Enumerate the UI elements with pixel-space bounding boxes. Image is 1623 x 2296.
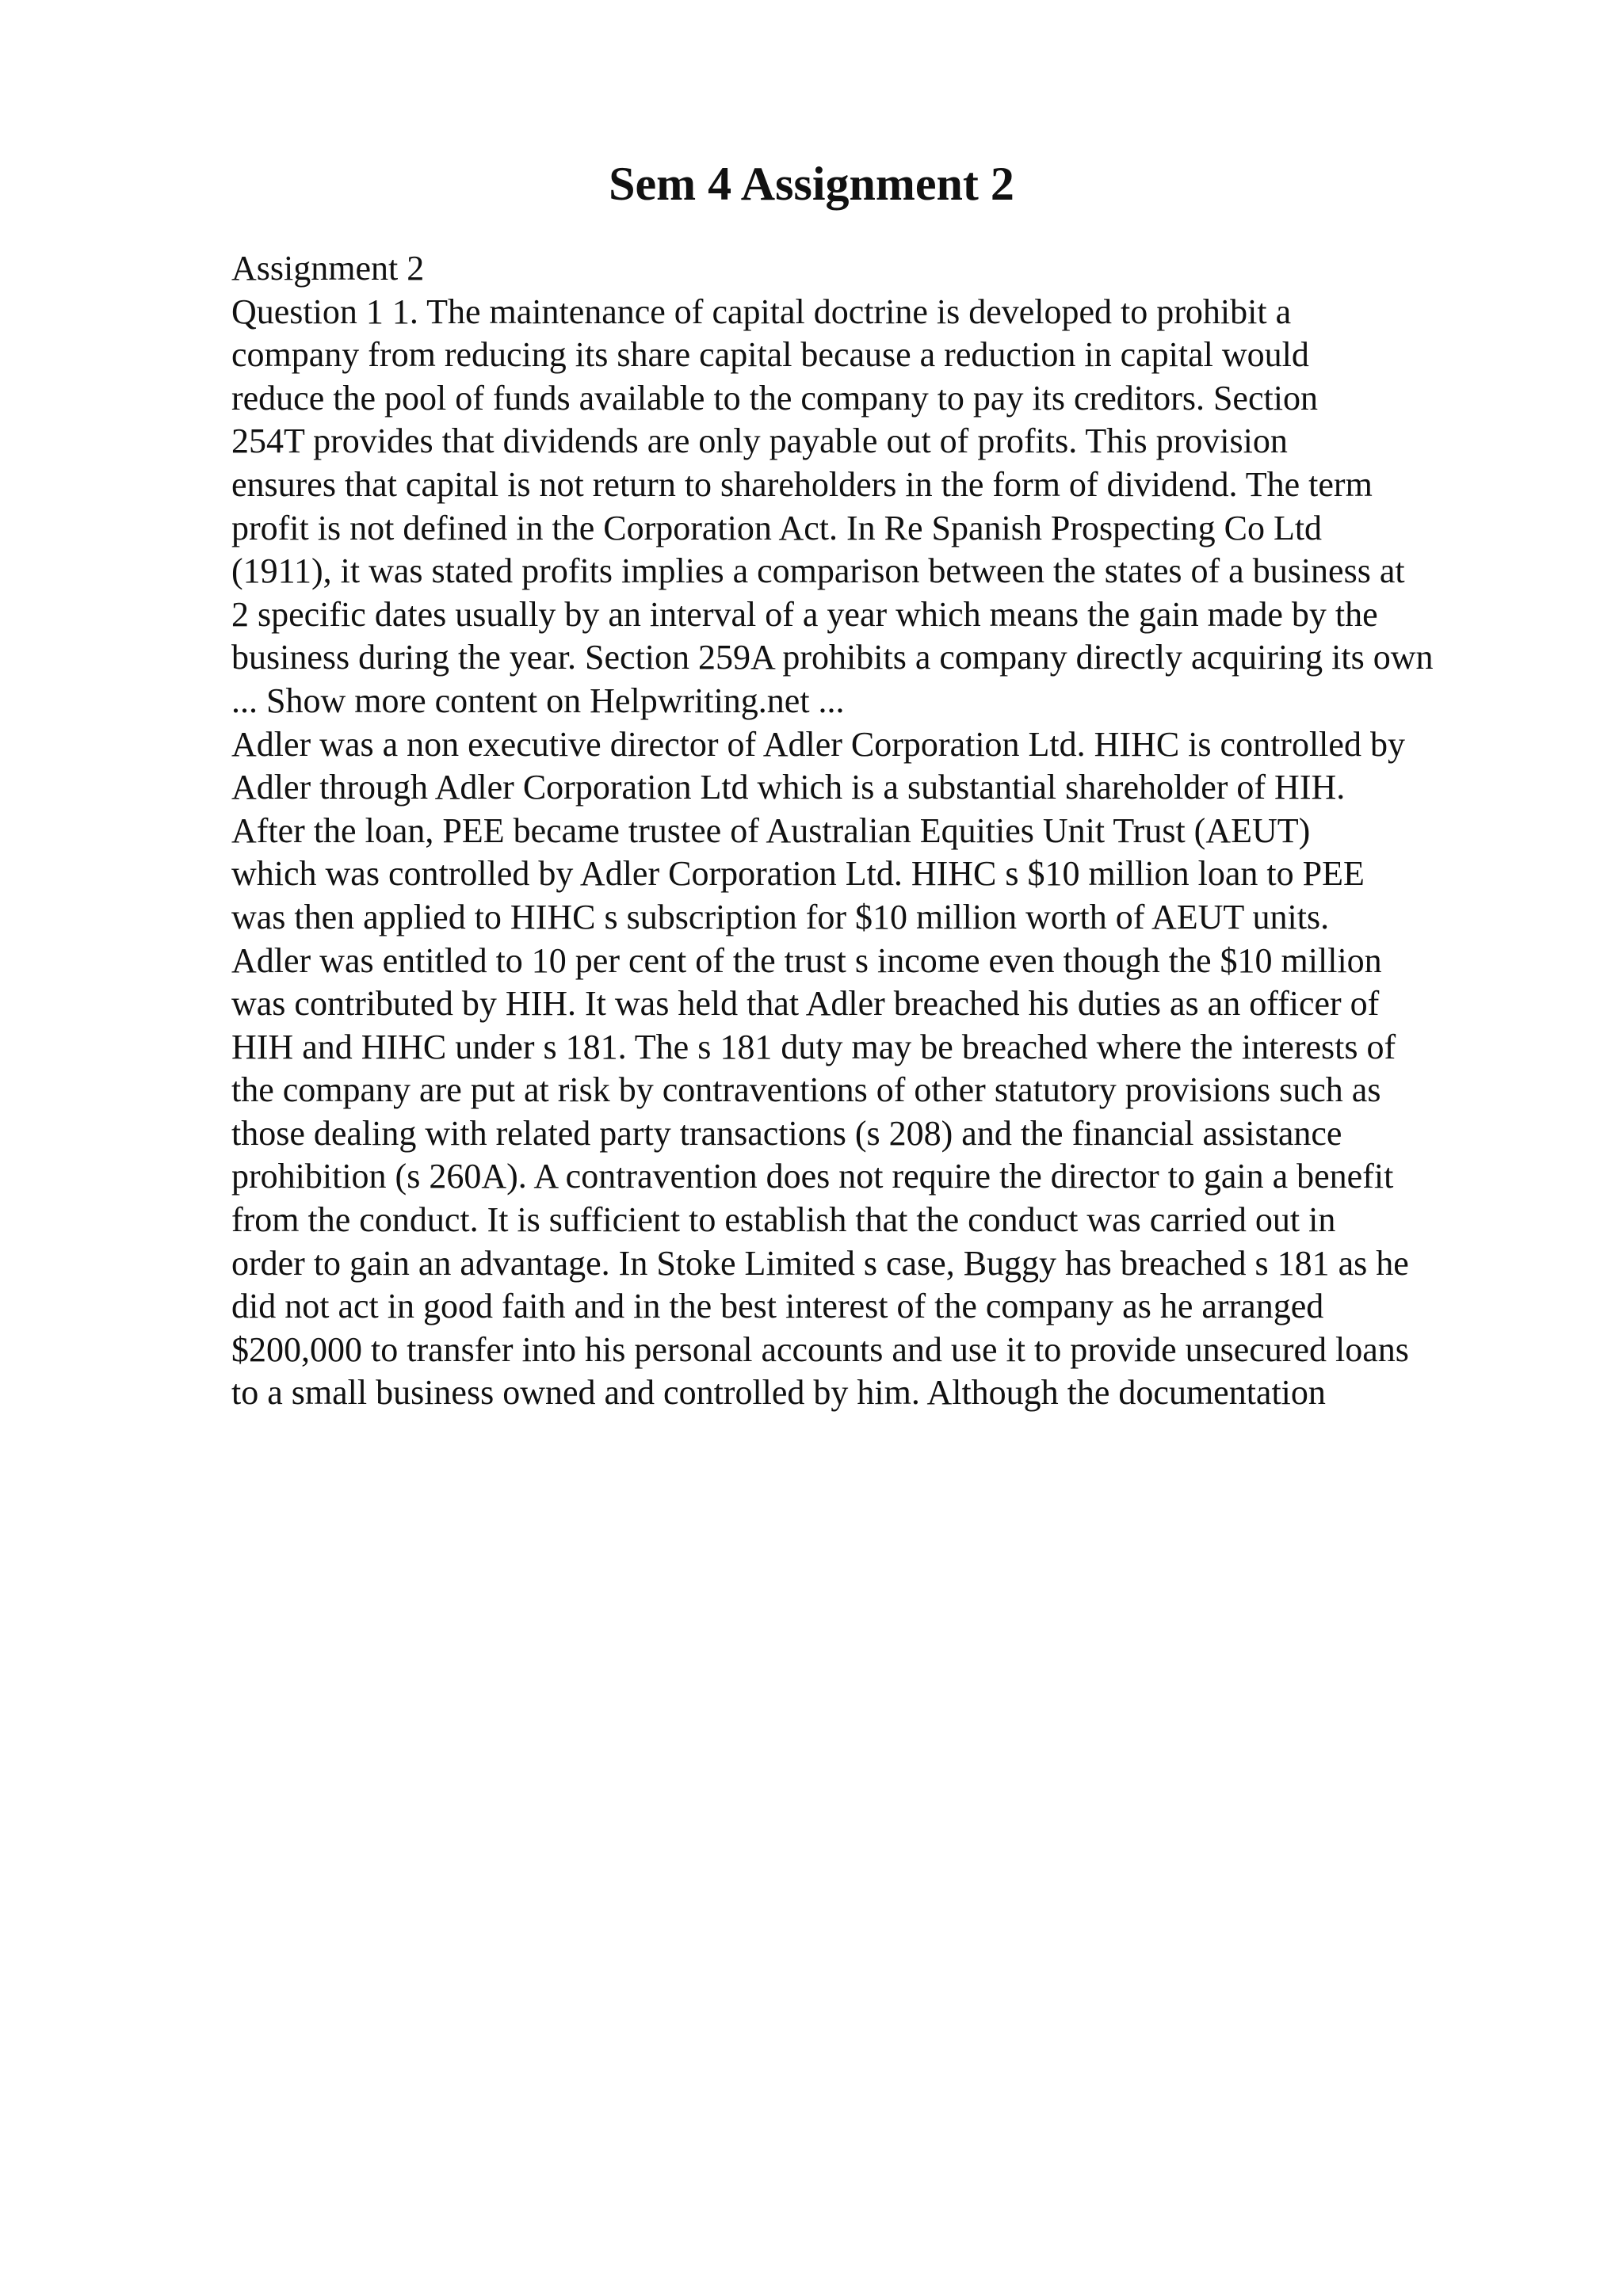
body-line: order to gain an advantage. In Stoke Limited s case, Buggy has breached s 181 as he xyxy=(231,1243,1409,1283)
body-line: Adler was a non executive director of Adler Corporation Ltd. HIHC is controlled by xyxy=(231,724,1405,764)
body-line: which was controlled by Adler Corporation Ltd. HIHC s $10 million loan to PEE xyxy=(231,854,1365,894)
body-line: to a small business owned and controlled by him. Although the documentation xyxy=(231,1373,1326,1413)
document-title: Sem 4 Assignment 2 xyxy=(609,158,1014,210)
document-body xyxy=(231,247,1594,1415)
body-line: (1911), it was stated profits implies a comparison between the states of a business at xyxy=(231,551,1405,591)
body-line: was contributed by HIH. It was held that Adler breached his duties as an officer of xyxy=(231,984,1380,1024)
body-line: from the conduct. It is sufficient to establish that the conduct was carried out in xyxy=(231,1200,1336,1240)
body-line: was then applied to HIHC s subscription for $10 million worth of AEUT units. xyxy=(231,897,1330,936)
body-line: profit is not defined in the Corporation Act. In Re Spanish Prospecting Co Ltd xyxy=(231,508,1323,547)
body-line: did not act in good faith and in the best interest of the company as he arranged xyxy=(231,1287,1324,1326)
body-line: the company are put at risk by contraventions of other statutory provisions such as xyxy=(231,1070,1381,1110)
body-line: Assignment 2 xyxy=(231,249,425,288)
body-line: 254T provides that dividends are only payable out of profits. This provision xyxy=(231,421,1288,461)
body-line: $200,000 to transfer into his personal accounts and use it to provide unsecured loans xyxy=(231,1329,1409,1369)
body-line: those dealing with related party transactions (s 208) and the financial assistance xyxy=(231,1113,1342,1153)
body-line: reduce the pool of funds available to the company to pay its creditors. Section xyxy=(231,378,1318,418)
body-line: After the loan, PEE became trustee of Australian Equities Unit Trust (AEUT) xyxy=(231,810,1311,850)
body-line: 2 specific dates usually by an interval of a year which means the gain made by the xyxy=(231,594,1378,634)
body-line: business during the year. Section 259A prohibits a company directly acquiring its own xyxy=(231,638,1434,677)
show-more-link[interactable]: ... Show more content on Helpwriting.net ... xyxy=(231,681,845,720)
body-line: Adler was entitled to 10 per cent of the trust s income even though the $10 million xyxy=(231,940,1382,980)
body-line: prohibition (s 260A). A contravention does not require the director to gain a benefit xyxy=(231,1157,1394,1196)
body-line: ensures that capital is not return to shareholders in the form of dividend. The term xyxy=(231,464,1373,504)
body-line: HIH and HIHC under s 181. The s 181 duty may be breached where the interests of xyxy=(231,1027,1396,1066)
body-line: Question 1 1. The maintenance of capital doctrine is developed to prohibit a xyxy=(231,292,1292,331)
body-line: company from reducing its share capital because a reduction in capital would xyxy=(231,335,1309,375)
body-line: Adler through Adler Corporation Ltd which is a substantial shareholder of HIH. xyxy=(231,768,1346,807)
